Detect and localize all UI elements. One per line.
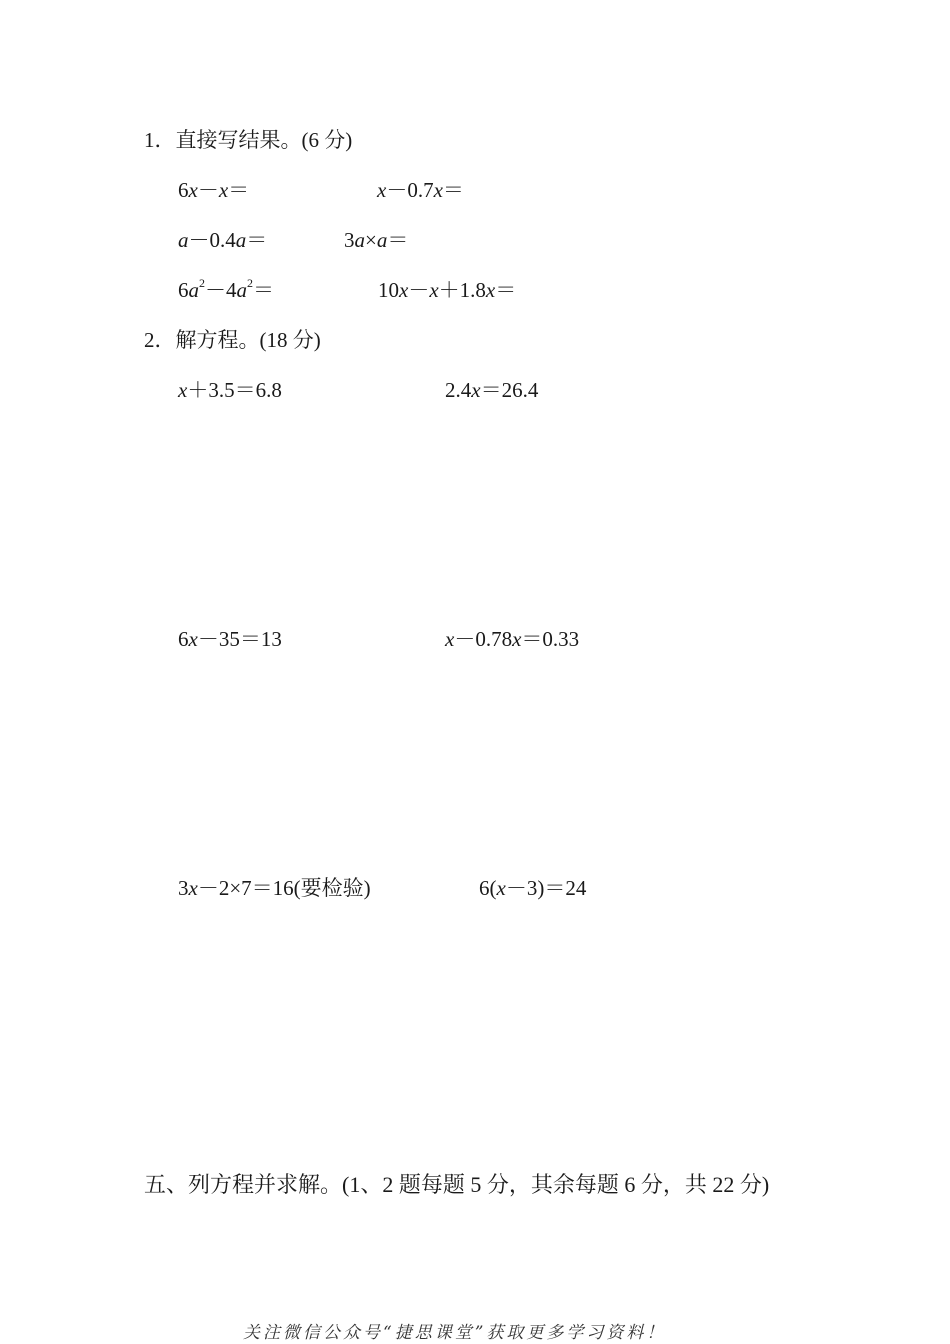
- q1-item-5: $6a^2-4a^2=$: [178, 276, 274, 302]
- q1-heading: 1．直接写结果。(6 分): [144, 128, 353, 152]
- q2-equation-2: 2.4x＝26.4: [445, 378, 539, 402]
- q2-heading: 2．解方程。(18 分): [144, 328, 321, 352]
- footer-note: 关注微信公众号“捷思课堂”获取更多学习资料！: [243, 1323, 667, 1343]
- section-5-heading: 五、列方程并求解。(1、2 题每题 5 分，其余每题 6 分，共 22 分): [144, 1172, 770, 1197]
- q2-equation-5: 3x－2×7＝16(要检验): [178, 876, 371, 900]
- q1-item-2: x－0.7x＝: [377, 178, 464, 202]
- q2-equation-3: 6x－35＝13: [178, 627, 282, 651]
- q1-item-4: 3a×a＝: [344, 228, 409, 252]
- q1-item-1: 6x－x＝: [178, 178, 250, 202]
- q1-item-3: a－0.4a＝: [178, 228, 268, 252]
- q2-equation-1: x＋3.5＝6.8: [178, 378, 282, 402]
- q2-equation-4: x－0.78x＝0.33: [445, 627, 580, 651]
- q2-equation-6: 6(x－3)＝24: [479, 876, 587, 900]
- q1-item-6: 10x－x＋1.8x＝: [378, 278, 517, 302]
